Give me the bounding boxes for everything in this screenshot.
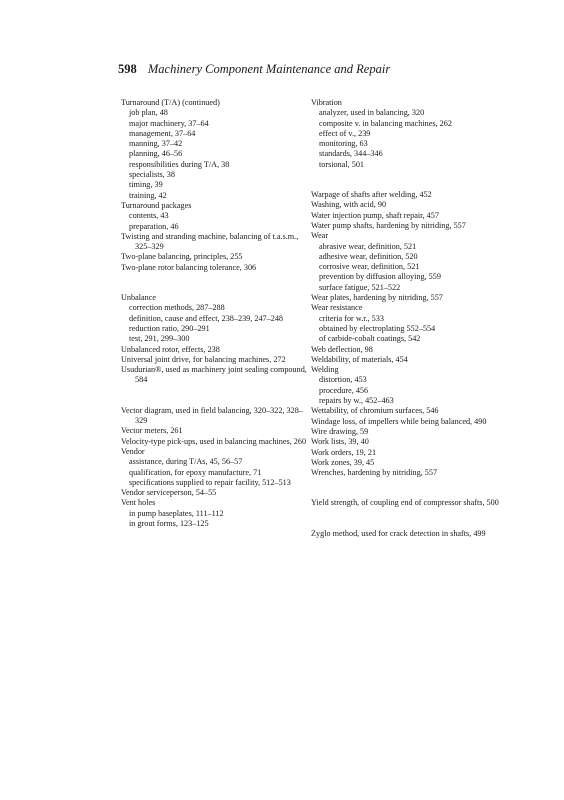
index-subentry: prevention by diffusion alloying, 559 bbox=[319, 272, 441, 282]
index-subentry: analyzer, used in balancing, 320 bbox=[319, 108, 425, 118]
index-subentry: reduction ratio, 290–291 bbox=[129, 323, 210, 333]
index-entry: Vent holes bbox=[121, 498, 156, 508]
section-gap bbox=[311, 509, 506, 529]
index-entry: Vector diagram, used in field balancing, 320–322, 328–329 bbox=[121, 405, 303, 426]
index-entry: Wettability, of chromium surfaces, 546 bbox=[311, 406, 439, 416]
index-subentry: planning, 46–56 bbox=[129, 149, 183, 159]
section-gap bbox=[311, 478, 506, 498]
index-subentry: preparation, 46 bbox=[129, 221, 179, 231]
index-subentry: contents, 43 bbox=[129, 211, 169, 221]
index-entry: Unbalance bbox=[121, 293, 157, 303]
index-entry: Water injection pump, shaft repair, 457 bbox=[311, 210, 439, 220]
index-entry: Wear resistance bbox=[311, 303, 363, 313]
index-entry: Vendor bbox=[121, 446, 145, 456]
index-entry: Universal joint drive, for balancing machines, 272 bbox=[121, 354, 286, 364]
index-subentry: obtained by electroplating 552–554 bbox=[319, 323, 436, 333]
index-subentry: corrosive wear, definition, 521 bbox=[319, 262, 420, 272]
index-entry: Windage loss, of impellers while being balanced, 490 bbox=[311, 416, 487, 426]
index-subentry: adhesive wear, definition, 520 bbox=[319, 251, 418, 261]
index-entry: Twisting and stranding machine, balancing of t.a.s.m., 325–329 bbox=[121, 231, 299, 252]
index-entry: Two-plane balancing, principles, 255 bbox=[121, 252, 243, 262]
index-subentry: qualification, for epoxy manufacture, 71 bbox=[129, 467, 262, 477]
index-subentry: standards, 344–346 bbox=[319, 149, 383, 159]
index-subentry: effect of v., 239 bbox=[319, 128, 371, 138]
index-entry: Web deflection, 98 bbox=[311, 344, 373, 354]
index-subentry: responsibilities during T/A, 38 bbox=[129, 159, 230, 169]
index-subentry: surface fatigue, 521–522 bbox=[319, 282, 401, 292]
index-entry: Vendor serviceperson, 54–55 bbox=[121, 488, 217, 498]
index-subentry: specialists, 38 bbox=[129, 170, 175, 180]
index-subentry: in grout forms, 123–125 bbox=[129, 518, 209, 528]
index-column-left bbox=[121, 98, 311, 529]
index-entry: Washing, with acid, 90 bbox=[311, 200, 387, 210]
index-entry: Water pump shafts, hardening by nitriding, 557 bbox=[311, 220, 466, 230]
index-subentry: specifications supplied to repair facility, 512–513 bbox=[129, 477, 291, 487]
index-subentry: distortion, 453 bbox=[319, 375, 367, 385]
index-entry: Velocity-type pick-ups, used in balancing machines, 260 bbox=[121, 436, 307, 446]
index-subentry: criteria for w.r., 533 bbox=[319, 313, 384, 323]
index-subentry: test, 291, 299–300 bbox=[129, 334, 190, 344]
section-gap bbox=[121, 273, 311, 293]
index-subentry: major machinery, 37–64 bbox=[129, 118, 209, 128]
index-entry: Zyglo method, used for crack detection in shafts, 499 bbox=[311, 528, 486, 538]
book-title: Machinery Component Maintenance and Repair bbox=[147, 62, 391, 76]
index-subentry: monitoring, 63 bbox=[319, 139, 368, 149]
index-entry: Turnaround packages bbox=[121, 200, 192, 210]
index-subentry: timing, 39 bbox=[129, 180, 163, 190]
index-subentry: job plan, 48 bbox=[129, 108, 168, 118]
index-entry: Wire drawing, 59 bbox=[311, 426, 369, 436]
index-entry: Yield strength, of coupling end of compressor shafts, 500 bbox=[311, 498, 499, 508]
index-subentry: of carbide-cobalt coatings, 542 bbox=[319, 334, 421, 344]
index-subentry: torsional, 501 bbox=[319, 159, 365, 169]
index-entry: Wear plates, hardening by nitriding, 557 bbox=[311, 293, 443, 303]
index-subentry: repairs by w., 452–463 bbox=[319, 396, 394, 406]
page-number: 598 bbox=[118, 62, 137, 76]
index-subentry: abrasive wear, definition, 521 bbox=[319, 241, 417, 251]
index-column-right bbox=[311, 98, 506, 539]
index-entry: Vibration bbox=[311, 98, 342, 107]
index-entry: Warpage of shafts after welding, 452 bbox=[311, 190, 432, 200]
index-subentry: in pump baseplates, 111–112 bbox=[129, 508, 224, 518]
index-entry: Turnaround (T/A) (continued) bbox=[121, 98, 220, 107]
section-gap bbox=[311, 170, 506, 190]
index-entry: Vector meters, 261 bbox=[121, 426, 183, 436]
index-entry: Two-plane rotor balancing tolerance, 306 bbox=[121, 262, 257, 272]
index-subentry: management, 37–64 bbox=[129, 128, 196, 138]
index-subentry: assistance, during T/As, 45, 56–57 bbox=[129, 457, 243, 467]
index-entry: Welding bbox=[311, 365, 339, 375]
index-entry: Weldability, of materials, 454 bbox=[311, 354, 408, 364]
section-gap bbox=[121, 386, 311, 406]
index-subentry: training, 42 bbox=[129, 190, 167, 200]
index-entry: Work orders, 19, 21 bbox=[311, 447, 377, 457]
index-entry: Wear bbox=[311, 231, 329, 241]
index-subentry: definition, cause and effect, 238–239, 247–248 bbox=[129, 313, 284, 323]
index-entry: Work zones, 39, 45 bbox=[311, 457, 375, 467]
index-entry: Usudurian®, used as machinery joint sealing compound, 584 bbox=[121, 365, 307, 385]
index-entry: Wrenches, hardening by nitriding, 557 bbox=[311, 468, 438, 478]
page-header bbox=[118, 62, 390, 77]
index-entry: Unbalanced rotor, effects, 238 bbox=[121, 344, 220, 354]
index-subentry: procedure, 456 bbox=[319, 385, 369, 395]
index-subentry: manning, 37–42 bbox=[129, 139, 183, 149]
index-subentry: correction methods, 287–288 bbox=[129, 303, 225, 313]
index-entry: Work lists, 39, 40 bbox=[311, 437, 369, 447]
index-subentry: composite v. in balancing machines, 262 bbox=[319, 118, 452, 128]
